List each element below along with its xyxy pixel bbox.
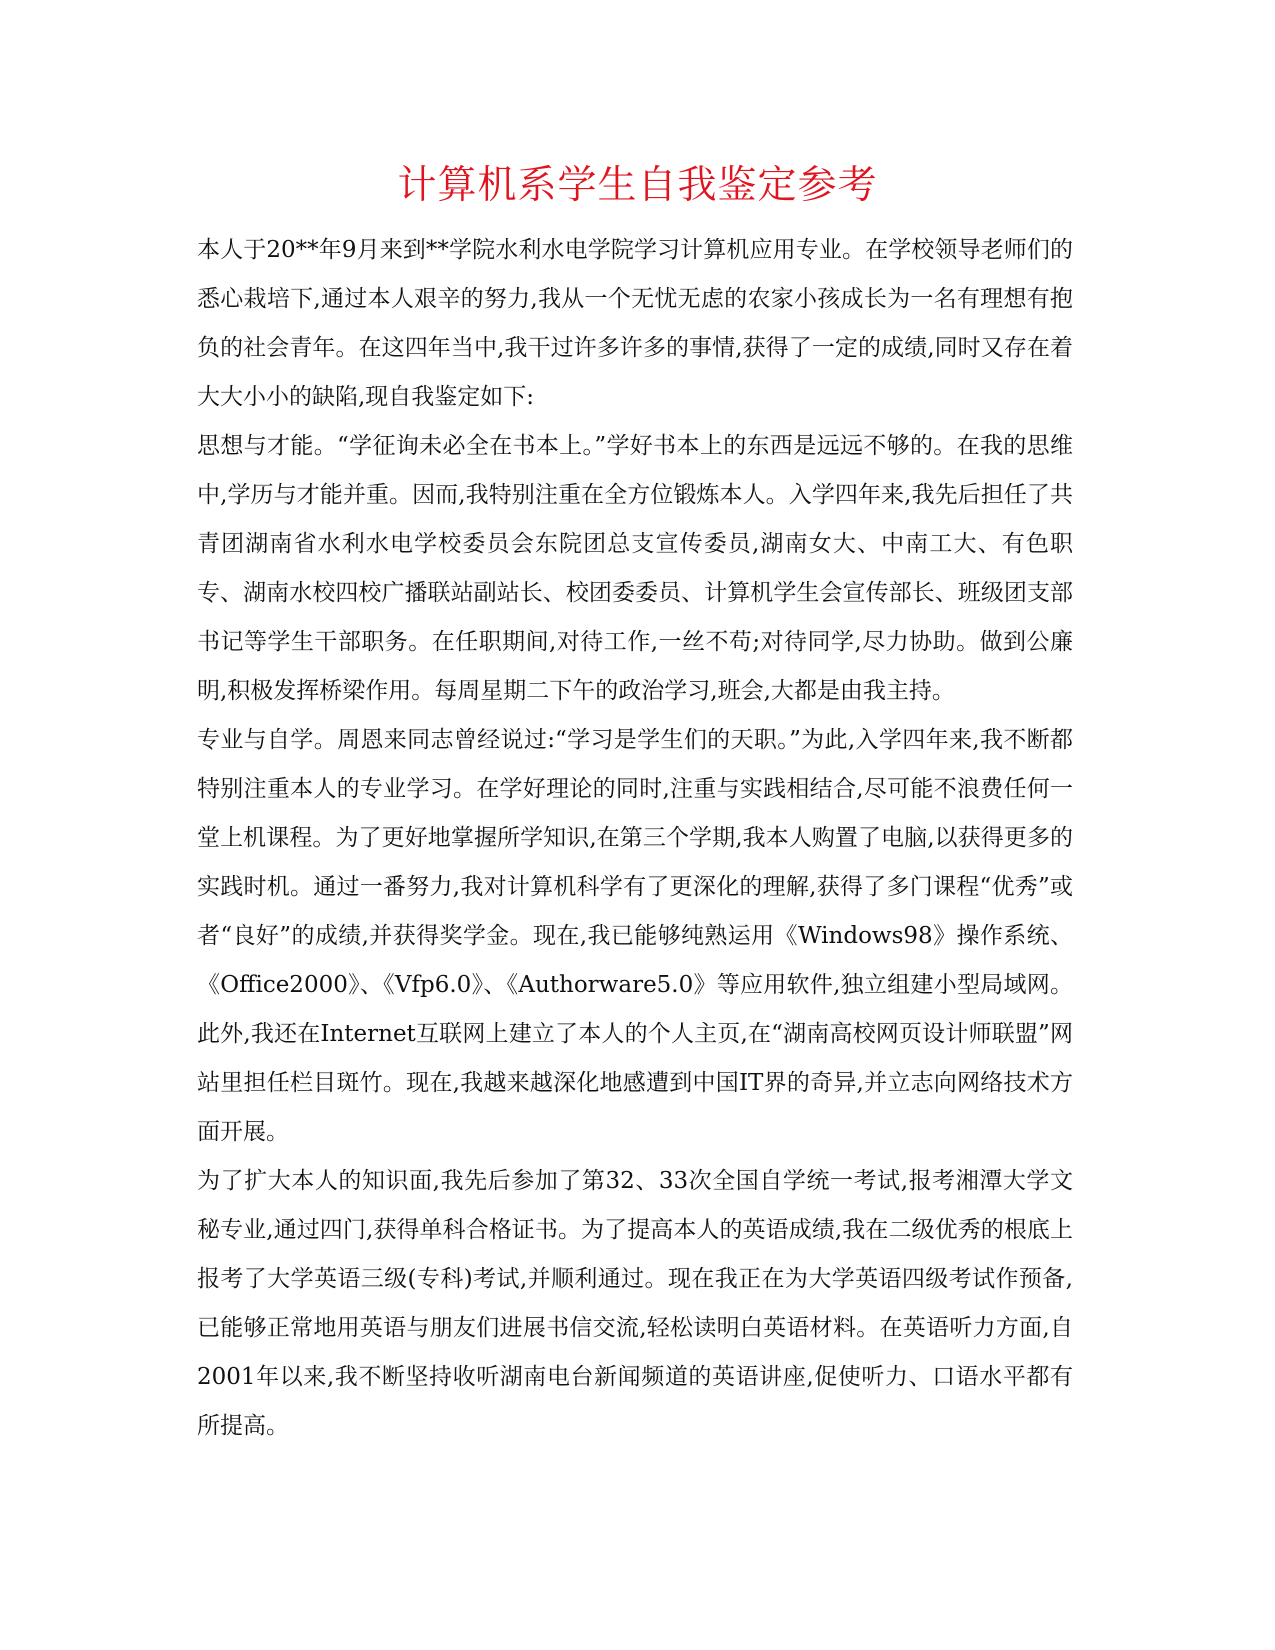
paragraph-thought-and-ability: 思想与才能。“学征询未必全在书本上。”学好书本上的东西是远远不够的。在我的思维中,学历与才能并重。因而,我特别注重在全方位锻炼本人。入学四年来,我先后担任了共青团湖南省水利水电学校委员会东院团总支宣传委员,湖南女大、中南工大、有色职专、湖南水校四校广播联站副站长、校团委委员、计算机学生会宣传部长、班级团支部书记等学生干部职务。在任职期间,对待工作,一丝不苟;对待同学,尽力协助。做到公廉明,积极发挥桥梁作用。每周星期二下午的政治学习,班会,大都是由我主持。: [197, 433, 1073, 704]
paragraph-knowledge-expansion: 为了扩大本人的知识面,我先后参加了第32、33次全国自学统一考试,报考湘潭大学文秘专业,通过四门,获得单科合格证书。为了提高本人的英语成绩,我在二级优秀的根底上报考了大学英语三级(专科)考试,并顺利通过。现在我正在为大学英语四级考试作预备,已能够正常地用英语与朋友们进展书信交流,轻松读明白英语材料。在英语听力方面,自2001年以来,我不断坚持收听湖南电台新闻频道的英语讲座,促使听力、口语水平都有所提高。: [197, 1168, 1073, 1439]
document-body: [197, 226, 1073, 1451]
paragraph-major-and-self-study: 专业与自学。周恩来同志曾经说过:“学习是学生们的天职。”为此,入学四年来,我不断都特别注重本人的专业学习。在学好理论的同时,注重与实践相结合,尽可能不浪费任何一堂上机课程。为了更好地掌握所学知识,在第三个学期,我本人购置了电脑,以获得更多的实践时机。通过一番努力,我对计算机科学有了更深化的理解,获得了多门课程“优秀”或者“良好”的成绩,并获得奖学金。现在,我已能够纯熟运用《Windows98》操作系统、《Office2000》、《Vfp6.0》、《Authorware5.0》等应用软件,独立组建小型局域网。此外,我还在Internet互联网上建立了本人的个人主页,在“湖南高校网页设计师联盟”网站里担任栏目斑竹。现在,我越来越深化地感遭到中国IT界的奇异,并立志向网络技术方面开展。: [197, 727, 1073, 1145]
document-title: 计算机系学生自我鉴定参考: [397, 163, 878, 208]
paragraph-introduction: 本人于20**年9月来到**学院水利水电学院学习计算机应用专业。在学校领导老师们的悉心栽培下,通过本人艰辛的努力,我从一个无忧无虑的农家小孩成长为一名有理想有抱负的社会青年。在这四年当中,我干过许多许多的事情,获得了一定的成绩,同时又存在着大大小小的缺陷,现自我鉴定如下:: [197, 237, 1073, 410]
